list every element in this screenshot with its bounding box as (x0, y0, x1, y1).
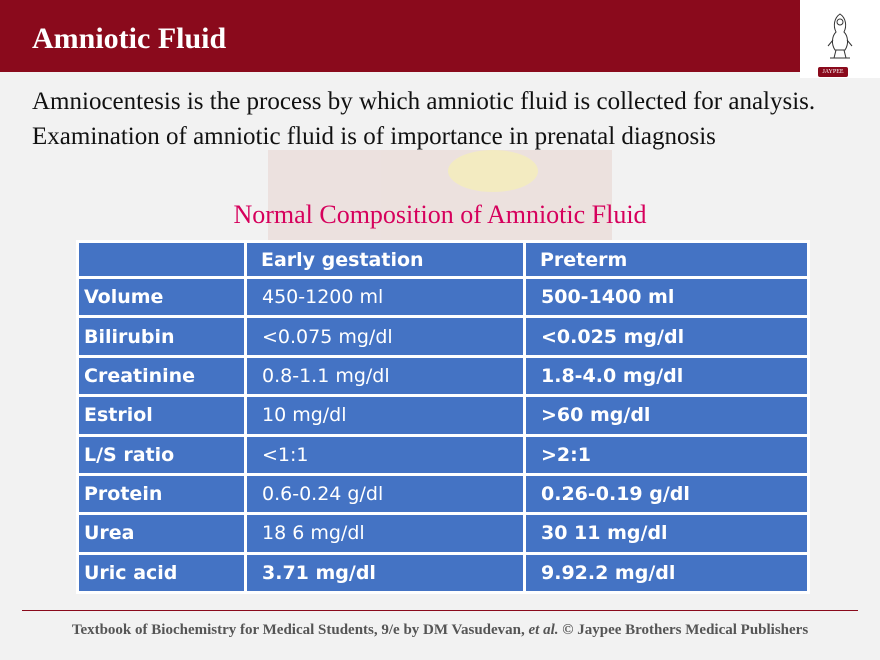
preterm-cell: 30 11 mg/dl (525, 514, 809, 553)
early-gestation-cell: <0.075 mg/dl (246, 317, 525, 356)
row-name-cell: Protein (78, 474, 246, 513)
early-gestation-cell: 0.8-1.1 mg/dl (246, 356, 525, 395)
preterm-cell: 0.26-0.19 g/dl (525, 474, 809, 513)
slide-title: Amniotic Fluid (32, 22, 227, 55)
early-gestation-cell: 3.71 mg/dl (246, 553, 525, 592)
footer-divider (22, 610, 858, 611)
preterm-cell: >2:1 (525, 435, 809, 474)
table-row (78, 474, 809, 513)
footer-credit (0, 622, 880, 639)
table-row (78, 317, 809, 356)
table-row (78, 396, 809, 435)
row-name-cell: Urea (78, 514, 246, 553)
row-name-cell: Estriol (78, 396, 246, 435)
early-gestation-cell: <1:1 (246, 435, 525, 474)
row-name-cell: Uric acid (78, 553, 246, 592)
emblem-icon (800, 0, 880, 66)
composition-table (76, 240, 810, 594)
preterm-cell: 500-1400 ml (525, 278, 809, 317)
row-name-cell: L/S ratio (78, 435, 246, 474)
table-row (78, 356, 809, 395)
footer-credit-italic: et al. (528, 622, 559, 638)
table-row (78, 553, 809, 592)
early-gestation-cell: 0.6-0.24 g/dl (246, 474, 525, 513)
table-caption: Normal Composition of Amniotic Fluid (233, 200, 647, 229)
footer-credit-main: Textbook of Biochemistry for Medical Students, 9/e by DM Vasudevan, (71, 622, 529, 638)
table-row (78, 514, 809, 553)
preterm-cell: 1.8-4.0 mg/dl (525, 356, 809, 395)
preterm-cell: >60 mg/dl (525, 396, 809, 435)
row-name-cell: Creatinine (78, 356, 246, 395)
intro-paragraph: Amniocentesis is the process by which amniotic fluid is collected for analysis. Examination of amniotic fluid is of importance in prenatal diagnosis (32, 88, 816, 150)
row-name-cell: Volume (78, 278, 246, 317)
header-preterm: Preterm (525, 242, 809, 278)
preterm-cell: <0.025 mg/dl (525, 317, 809, 356)
early-gestation-cell: 450-1200 ml (246, 278, 525, 317)
watermark-badge (448, 150, 538, 192)
preterm-cell: 9.92.2 mg/dl (525, 553, 809, 592)
footer-credit-publisher: © Jaypee Brothers Medical Publishers (558, 622, 809, 638)
header-parameter (78, 242, 246, 278)
early-gestation-cell: 18 6 mg/dl (246, 514, 525, 553)
table-row (78, 435, 809, 474)
header-early-gestation: Early gestation (246, 242, 525, 278)
table-header-row (78, 242, 809, 278)
table-row (78, 278, 809, 317)
row-name-cell: Bilirubin (78, 317, 246, 356)
logo-caption: JAYPEE (818, 67, 848, 77)
early-gestation-cell: 10 mg/dl (246, 396, 525, 435)
